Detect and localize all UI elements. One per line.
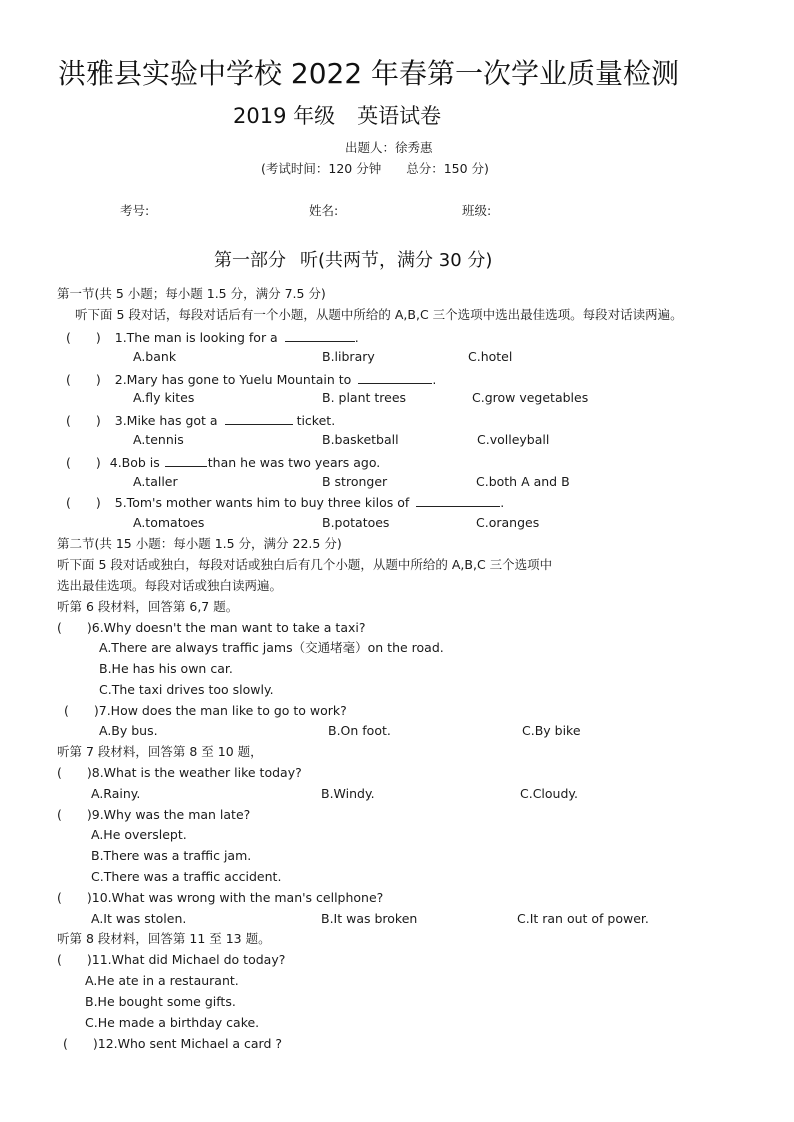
q5-option-c: C.oranges bbox=[476, 515, 540, 530]
answer-blank bbox=[285, 330, 355, 342]
q11-option-c: C.He made a birthday cake. bbox=[85, 1015, 260, 1030]
question-2 bbox=[66, 372, 436, 387]
section-two-instruction-2: 选出最佳选项。每段对话或独白读两遍。 bbox=[57, 578, 283, 593]
answer-blank bbox=[165, 455, 207, 467]
q9-option-b: B.There was a traffic jam. bbox=[91, 848, 252, 863]
question-stem-end: . bbox=[500, 495, 505, 510]
part-one-desc: 听(共两节，满分 30 分) bbox=[300, 250, 493, 271]
question-stem-end: than he was two years ago. bbox=[207, 455, 381, 470]
exam-title: 洪雅县实验中学校 2022 年春第一次学业质量检测 bbox=[58, 57, 680, 90]
section-two-heading: 第二节(共 15 小题：每小题 1.5 分，满分 22.5 分) bbox=[57, 536, 342, 551]
subject-label: 英语试卷 bbox=[357, 104, 442, 128]
q8-option-b: B.Windy. bbox=[321, 786, 375, 801]
part-one-title bbox=[214, 252, 492, 270]
name-field: 姓名: bbox=[309, 203, 339, 218]
q4-option-c: C.both A and B bbox=[476, 474, 570, 489]
question-1 bbox=[66, 330, 359, 345]
exam-info: (考试时间：120 分钟 总分：150 分) bbox=[261, 161, 489, 176]
question-10: ( )10.What was wrong with the man's cellphone? bbox=[57, 890, 384, 905]
q3-option-a: A.tennis bbox=[133, 432, 184, 447]
q7-option-b: B.On foot. bbox=[328, 723, 391, 738]
answer-paren: ( ) bbox=[66, 455, 101, 470]
question-stem: 1.The man is looking for a bbox=[114, 330, 278, 345]
q9-option-a: A.He overslept. bbox=[91, 827, 187, 842]
q1-option-b: B.library bbox=[322, 349, 375, 364]
question-12: ( )12.Who sent Michael a card ? bbox=[63, 1036, 283, 1051]
q3-option-b: B.basketball bbox=[322, 432, 399, 447]
q10-option-c: C.It ran out of power. bbox=[517, 911, 649, 926]
q8-option-a: A.Rainy. bbox=[91, 786, 141, 801]
q2-option-a: A.fly kites bbox=[133, 390, 195, 405]
q1-option-a: A.bank bbox=[133, 349, 177, 364]
question-stem-end: ticket. bbox=[296, 413, 336, 428]
answer-blank bbox=[358, 372, 432, 384]
exam-number-field: 考号: bbox=[120, 203, 150, 218]
q2-option-b: B. plant trees bbox=[322, 390, 407, 405]
answer-paren: ( ) bbox=[66, 495, 101, 510]
q3-option-c: C.volleyball bbox=[477, 432, 550, 447]
question-6: ( )6.Why doesn't the man want to take a taxi? bbox=[57, 620, 366, 635]
part-one-label: 第一部分 bbox=[214, 250, 286, 271]
q4-option-b: B stronger bbox=[322, 474, 388, 489]
grade-label: 2019 年级 bbox=[233, 104, 336, 128]
question-5 bbox=[66, 497, 504, 510]
q6-option-a: A.There are always traffic jams（交通堵毫）on the road. bbox=[99, 640, 444, 655]
section-one-heading: 第一节(共 5 小题；每小题 1.5 分，满分 7.5 分) bbox=[57, 286, 326, 301]
answer-paren: ( ) bbox=[66, 372, 101, 387]
question-9: ( )9.Why was the man late? bbox=[57, 807, 251, 822]
q4-option-a: A.taller bbox=[133, 474, 178, 489]
q9-option-c: C.There was a traffic accident. bbox=[91, 869, 282, 884]
question-stem: 2.Mary has gone to Yuelu Mountain to bbox=[114, 372, 352, 387]
q7-option-c: C.By bike bbox=[522, 723, 581, 738]
question-3 bbox=[66, 413, 335, 428]
q2-option-c: C.grow vegetables bbox=[472, 390, 589, 405]
q5-option-b: B.potatoes bbox=[322, 515, 390, 530]
section-two-instruction-1: 听下面 5 段对话或独白，每段对话或独白后有几个小题，从题中所给的 A,B,C 三个选项中 bbox=[57, 557, 553, 572]
exam-subtitle bbox=[233, 106, 441, 127]
q11-option-b: B.He bought some gifts. bbox=[85, 994, 236, 1009]
answer-paren: ( ) bbox=[66, 413, 101, 428]
question-stem: 4.Bob is bbox=[109, 455, 160, 470]
question-stem-end: . bbox=[432, 372, 437, 387]
question-8: ( )8.What is the weather like today? bbox=[57, 765, 302, 780]
q10-option-b: B.It was broken bbox=[321, 911, 418, 926]
q10-option-a: A.It was stolen. bbox=[91, 911, 187, 926]
q1-option-c: C.hotel bbox=[468, 349, 513, 364]
question-4 bbox=[66, 455, 380, 470]
q6-option-c: C.The taxi drives too slowly. bbox=[99, 682, 274, 697]
question-stem: 5.Tom's mother wants him to buy three kilos of bbox=[114, 495, 410, 510]
q11-option-a: A.He ate in a restaurant. bbox=[85, 973, 239, 988]
q5-option-a: A.tomatoes bbox=[133, 515, 205, 530]
answer-blank bbox=[225, 413, 293, 425]
section-one-instruction: 听下面 5 段对话，每段对话后有一个小题，从题中所给的 A,B,C 三个选项中选出最佳选项。每段对话读两遍。 bbox=[75, 307, 683, 322]
question-11: ( )11.What did Michael do today? bbox=[57, 952, 286, 967]
q8-option-c: C.Cloudy. bbox=[520, 786, 578, 801]
question-stem-end: . bbox=[354, 330, 359, 345]
answer-paren: ( ) bbox=[66, 330, 101, 345]
q7-option-a: A.By bus. bbox=[99, 723, 158, 738]
author-line: 出题人：徐秀惠 bbox=[345, 140, 433, 155]
material-7-heading: 听第 7 段材料，回答第 8 至 10 题， bbox=[57, 744, 263, 759]
material-8-heading: 听第 8 段材料，回答第 11 至 13 题。 bbox=[57, 931, 271, 946]
question-7: ( )7.How does the man like to go to work? bbox=[64, 703, 347, 718]
material-6-heading: 听第 6 段材料，回答第 6,7 题。 bbox=[57, 599, 239, 614]
q6-option-b: B.He has his own car. bbox=[99, 661, 233, 676]
answer-blank bbox=[416, 500, 500, 507]
question-stem: 3.Mike has got a bbox=[114, 413, 218, 428]
class-field: 班级: bbox=[462, 203, 492, 218]
